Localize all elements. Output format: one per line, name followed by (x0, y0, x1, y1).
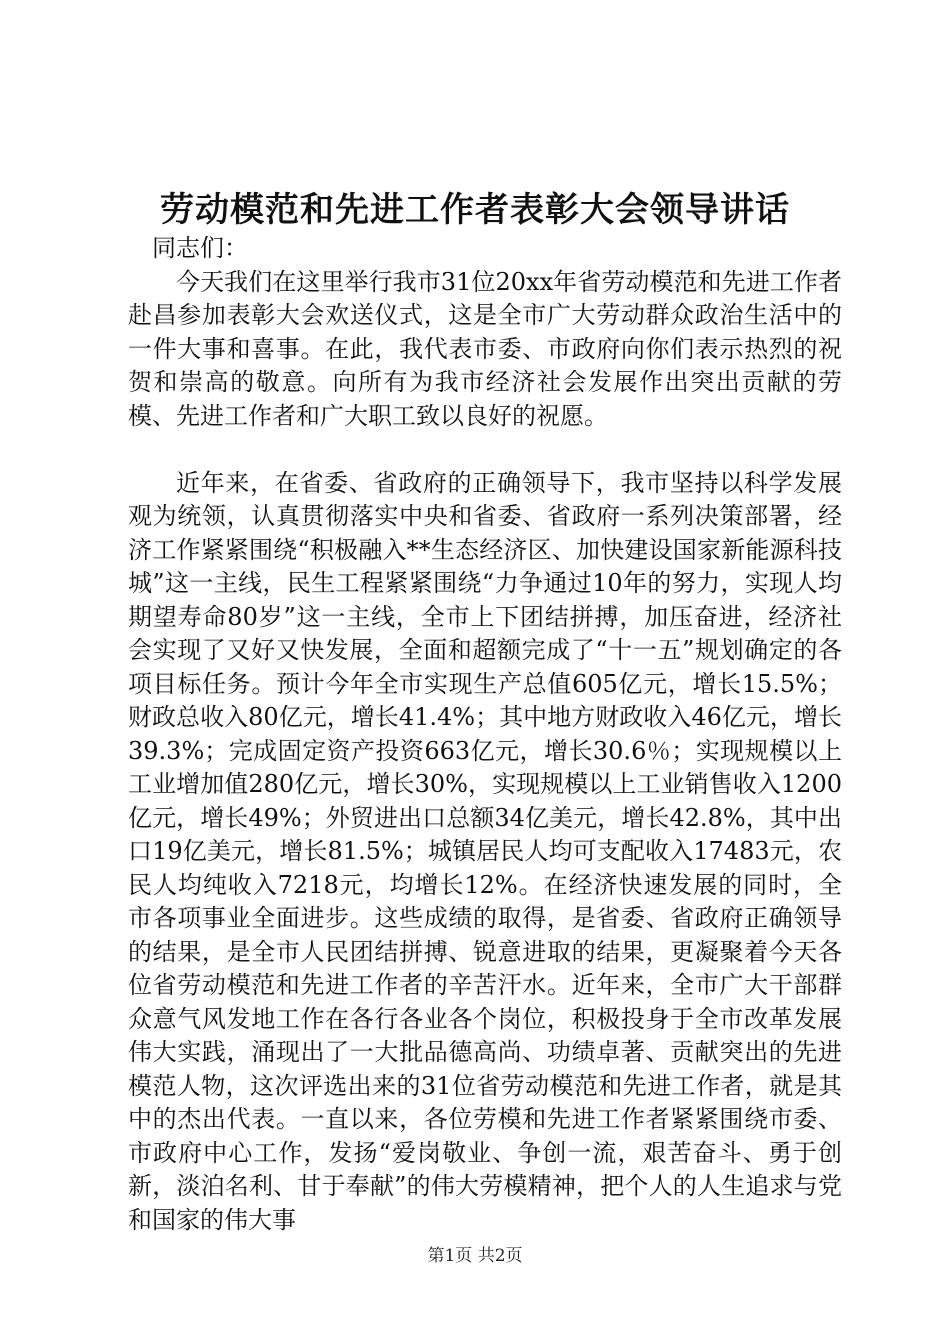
page-number-footer: 第1页 共2页 (427, 1246, 523, 1266)
salutation: 同志们： (152, 234, 248, 262)
document-title: 劳动模范和先进工作者表彰大会领导讲话 (160, 190, 790, 230)
document-body (128, 232, 842, 1237)
paragraph-1: 今天我们在这里举行我市31位20xx年省劳动模范和先进工作者赴昌参加表彰大会欢送仪式，这是全市广大劳动群众政治生活中的一件大事和喜事。在此，我代表市委、市政府向你们表示热烈的祝贺和崇高的敬意。向所有为我市经济社会发展作出突出贡献的劳模、先进工作者和广大职工致以良好的祝愿。 (128, 267, 842, 430)
paragraph-2: 近年来，在省委、省政府的正确领导下，我市坚持以科学发展观为统领，认真贯彻落实中央和省委、省政府一系列决策部署，经济工作紧紧围绕“积极融入**生态经济区、加快建设国家新能源科技城”这一主线，民生工程紧紧围绕“力争通过10年的努力，实现人均期望寿命80岁”这一主线，全市上下团结拼搏，加压奋进，经济社会实现了又好又快发展，全面和超额完成了“十一五”规划确定的各项目标任务。预计今年全市实现生产总值605亿元，增长15.5%；财政总收入80亿元，增长41.4%；其中地方财政收入46亿元，增长39.3%；完成固定资产投资663亿元，增长30.6％；实现规模以上工业增加值280亿元，增长30%，实现规模以上工业销售收入1200亿元，增长49%；外贸进出口总额34亿美元，增长42.8%，其中出口19亿美元，增长81.5%；城镇居民人均可支配收入17483元，农民人均纯收入7218元，均增长12%。在经济快速发展的同时，全市各项事业全面进步。这些成绩的取得，是省委、省政府正确领导的结果，是全市人民团结拼搏、锐意进取的结果，更凝聚着今天各位省劳动模范和先进工作者的辛苦汗水。近年来，全市广大干部群众意气风发地工作在各行各业各个岗位，积极投身于全市改革发展伟大实践，涌现出了一大批品德高尚、功绩卓著、贡献突出的先进模范人物，这次评选出来的31位省劳动模范和先进工作者，就是其中的杰出代表。一直以来，各位劳模和先进工作者紧紧围绕市委、市政府中心工作，发扬“爱岗敬业、争创一流，艰苦奋斗、勇于创新，淡泊名利、甘于奉献”的伟大劳模精神，把个人的人生追求与党和国家的伟大事 (128, 468, 842, 1234)
